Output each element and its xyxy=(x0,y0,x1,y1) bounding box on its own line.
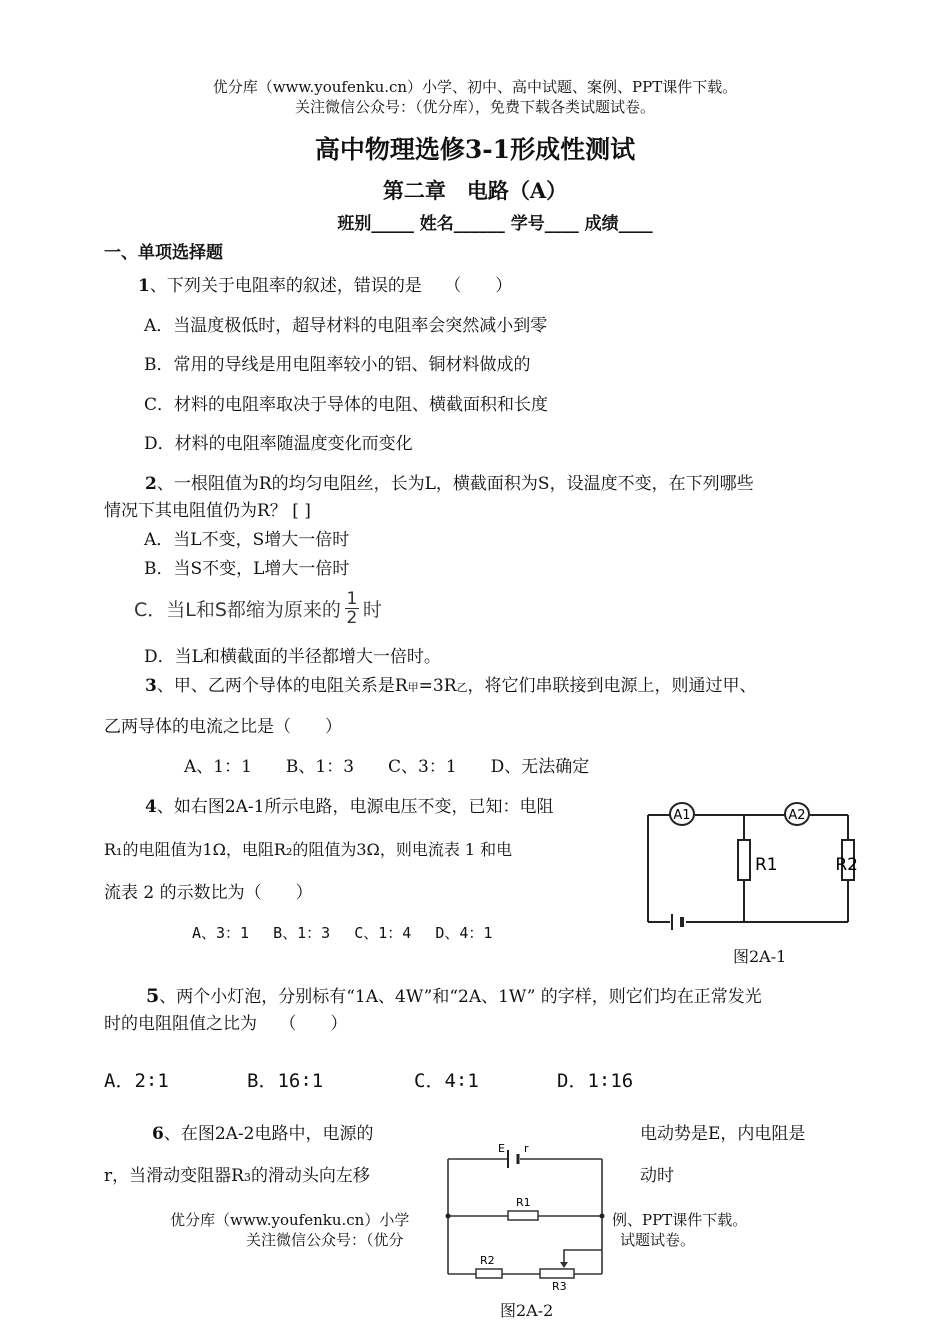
question-4-line-1 xyxy=(145,796,554,818)
q3-sub-yi: 乙 xyxy=(456,681,468,694)
rheostat-r3-icon xyxy=(540,1269,574,1278)
q2-option-d: D．当L和横截面的半径都增大一倍时。 xyxy=(144,647,441,667)
question-5-stem-1: 、两个小灯泡，分别标有“1A、4W”和“2A、1W” 的字样，则它们均在正常发光 xyxy=(159,987,762,1007)
q2-option-c-suffix: 时 xyxy=(362,599,382,621)
question-4-stem-1: 、如右图2A-1所示电路，电源电压不变，已知：电阻 xyxy=(156,797,554,817)
footer-line-1-left: 优分库（www.youfenku.cn）小学 xyxy=(170,1211,410,1229)
battery-icon xyxy=(672,914,682,930)
ammeter-1-label: A1 xyxy=(673,808,691,823)
question-4-number: 4 xyxy=(145,797,157,817)
fraction-one-half xyxy=(345,590,359,627)
ammeter-2-label: A2 xyxy=(788,808,806,823)
footer-line-2-left: 关注微信公众号：（优分 xyxy=(246,1231,404,1249)
question-2-line-1 xyxy=(145,473,754,495)
battery-icon xyxy=(508,1150,518,1168)
resistor-r1-icon xyxy=(508,1211,538,1220)
q6-sub-3: 3 xyxy=(243,1171,251,1184)
q1-option-a: A．当温度极低时，超导材料的电阻率会突然减小到零 xyxy=(144,316,548,336)
internal-resistance-label: r xyxy=(524,1142,529,1155)
question-6-line-2-right: 动时 xyxy=(640,1166,674,1186)
page-title: 高中物理选修3-1形成性测试 xyxy=(314,135,636,164)
q5-option-d: D．1∶16 xyxy=(557,1070,634,1092)
q2-option-a: A．当L不变，S增大一倍时 xyxy=(144,530,350,550)
q3-stem-a: 、甲、乙两个导体的电阻关系是R xyxy=(156,676,408,696)
question-6-number: 6 xyxy=(152,1124,164,1144)
q5-option-c: C．4∶1 xyxy=(414,1070,479,1092)
question-4-line-3: 流表 2 的示数比为（ ） xyxy=(104,883,313,903)
q4-options: A、3：1 B、1：3 C、1：4 D、4：1 xyxy=(192,924,493,942)
figure-2a-2-label: 图2A-2 xyxy=(500,1301,554,1320)
q2-option-b: B．当S不变，L增大一倍时 xyxy=(144,559,350,579)
question-1 xyxy=(138,275,512,297)
question-2-number: 2 xyxy=(145,474,157,494)
footer-line-1-right: 例、PPT课件下载。 xyxy=(612,1211,748,1229)
q1-option-b: B．常用的导线是用电阻率较小的铝、铜材料做成的 xyxy=(144,355,531,375)
resistor-r2-label: R2 xyxy=(835,855,858,875)
slider-arrow-icon xyxy=(560,1262,568,1268)
question-1-stem: 、下列关于电阻率的叙述，错误的是 （ ） xyxy=(149,276,513,296)
circuit-figure-2a-2 xyxy=(440,1134,610,1294)
q3-sub-jia: 甲 xyxy=(407,681,419,694)
q6-stem-2b: 的滑动头向左移 xyxy=(250,1166,370,1186)
chapter-subtitle: 第二章 电路（A） xyxy=(382,178,568,203)
q3-stem-b: =3R xyxy=(418,676,457,696)
question-3-line-2: 乙两导体的电流之比是（ ） xyxy=(104,717,342,737)
question-3-number: 3 xyxy=(145,676,157,696)
resistor-r1-label: R1 xyxy=(516,1196,531,1209)
question-6-line-1-right: 电动势是E，内电阻是 xyxy=(640,1124,806,1144)
question-3-line-1 xyxy=(145,675,757,699)
q3-options: A、1：1 B、1：3 C、3：1 D、无法确定 xyxy=(184,757,590,777)
question-6-line-2-left xyxy=(104,1165,370,1189)
circuit-figure-2a-1 xyxy=(640,790,860,940)
question-6-line-1-left xyxy=(152,1123,374,1145)
q3-stem-c: ，将它们串联接到电源上，则通过甲、 xyxy=(467,676,757,696)
resistor-r1-label: R1 xyxy=(755,855,778,875)
q6-stem-2a: r，当滑动变阻器R xyxy=(104,1166,244,1186)
section-heading: 一、单项选择题 xyxy=(104,243,223,263)
resistor-r1-icon xyxy=(738,840,750,880)
question-5-number: 5 xyxy=(146,985,160,1007)
q5-option-a: A．2∶1 xyxy=(104,1070,169,1092)
q2-option-c-prefix: C．当L和S都缩为原来的 xyxy=(134,599,341,621)
resistor-r2-icon xyxy=(476,1269,502,1278)
figure-2a-1-label: 图2A-1 xyxy=(733,947,787,966)
resistor-r2-label: R2 xyxy=(480,1254,495,1267)
fraction-numerator: 1 xyxy=(346,589,358,609)
q2-option-c xyxy=(134,590,382,627)
q5-option-b: B．16∶1 xyxy=(247,1070,324,1092)
header-line-1: 优分库（www.youfenku.cn）小学、初中、高中试题、案例、PPT课件下载。 xyxy=(212,78,738,96)
question-5-line-2: 时的电阻阻值之比为 （ ） xyxy=(104,1014,348,1034)
question-1-number: 1 xyxy=(138,276,150,296)
question-5-line-1 xyxy=(146,985,762,1008)
header-line-2: 关注微信公众号：（优分库），免费下载各类试题试卷。 xyxy=(294,98,655,116)
emf-label: E xyxy=(498,1142,505,1155)
question-2-line-2: 情况下其电阻值仍为R？ [ ] xyxy=(104,501,311,521)
question-4-line-2: R₁的电阻值为1Ω，电阻R₂的阻值为3Ω，则电流表 1 和电 xyxy=(104,840,513,859)
fraction-denominator: 2 xyxy=(346,608,358,628)
footer-line-2-right: 试题试卷。 xyxy=(620,1231,696,1249)
question-6-stem-left: 、在图2A-2电路中，电源的 xyxy=(163,1124,374,1144)
q1-option-d: D．材料的电阻率随温度变化而变化 xyxy=(144,434,413,454)
student-info-line: 班别_____ 姓名______ 学号____ 成绩____ xyxy=(337,214,653,234)
question-2-stem: 、一根阻值为R的均匀电阻丝，长为L，横截面积为S，设温度不变，在下列哪些 xyxy=(156,474,754,494)
rheostat-r3-label: R3 xyxy=(552,1280,567,1293)
q1-option-c: C．材料的电阻率取决于导体的电阻、横截面积和长度 xyxy=(144,395,549,415)
